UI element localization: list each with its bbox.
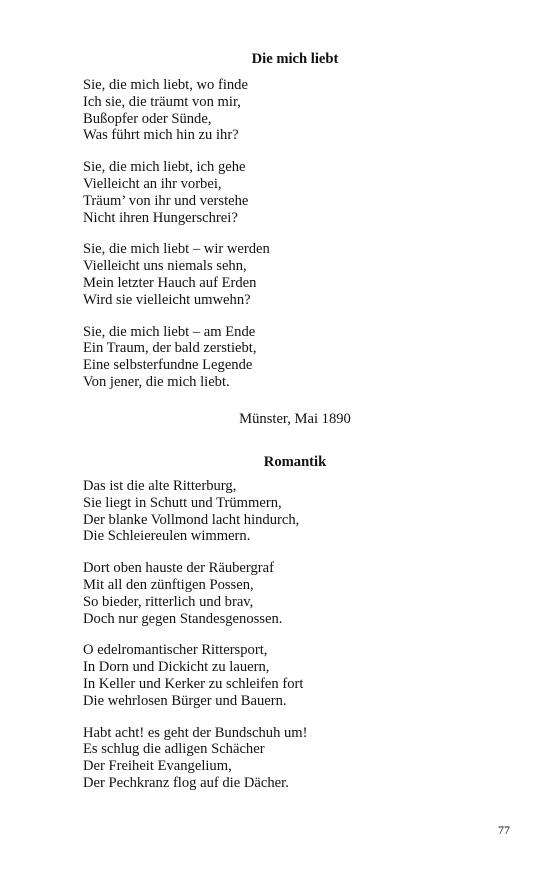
stanza [83,642,308,709]
verse-line: Bußopfer oder Sünde, [83,110,212,127]
stanza [83,560,308,627]
verse-line: Der blanke Vollmond lacht hindurch, [83,511,300,528]
verse-line: In Keller und Kerker zu schleifen fort [83,675,304,692]
verse-line: Vielleicht uns niemals sehn, [83,258,247,275]
verse-line: Vielleicht an ihr vorbei, [83,175,222,192]
page-number: 77 [498,823,510,837]
verse-line: Der Freiheit Evangelium, [83,758,232,775]
stanza [83,241,270,308]
verse-line: Sie, die mich liebt, ich gehe [83,159,246,176]
verse-line: Wird sie vielleicht umwehn? [83,291,251,308]
verse-line: In Dorn und Dickicht zu lauern, [83,659,270,676]
verse-line: O edelromantischer Rittersport, [83,642,268,659]
verse-line: Ein Traum, der bald zerstiebt, [83,340,257,357]
verse-line: Das ist die alte Ritterburg, [83,478,237,494]
verse-line: Der Pechkranz flog auf die Dächer. [83,774,289,791]
verse-line: Sie liegt in Schutt und Trümmern, [83,494,282,511]
poem-body [83,478,308,807]
verse-line: Die Schleiereulen wimmern. [83,528,251,545]
verse-line: Nicht ihren Hungerschrei? [83,209,238,226]
verse-line: Es schlug die adligen Schächer [83,741,265,758]
poem-title: Die mich liebt [251,51,339,67]
verse-line: Habt acht! es geht der Bundschuh um! [83,724,308,741]
verse-line: Von jener, die mich liebt. [83,373,230,390]
verse-line: Mit all den zünftigen Possen, [83,576,254,593]
poem-body [83,77,270,406]
stanza [83,324,270,391]
verse-line: Dort oben hauste der Räubergraf [83,560,275,577]
poem-dateline: Münster, Mai 1890 [239,411,351,427]
stanza [83,725,308,792]
verse-line: Ich sie, die träumt von mir, [83,93,241,110]
verse-line: Sie, die mich liebt, wo finde [83,77,248,93]
stanza [83,77,270,144]
verse-line: Sie, die mich liebt – wir werden [83,241,270,258]
stanza [83,159,270,226]
stanza [83,478,308,545]
verse-line: Träum’ von ihr und verstehe [83,192,249,209]
poem-title: Romantik [263,454,327,470]
verse-line: Doch nur gegen Standesgenossen. [83,610,283,627]
verse-line: Die wehrlosen Bürger und Bauern. [83,692,287,709]
verse-line: Mein letzter Hauch auf Erden [83,274,257,291]
verse-line: Was führt mich hin zu ihr? [83,127,239,144]
verse-line: Sie, die mich liebt – am Ende [83,323,256,340]
verse-line: Eine selbsterfundne Legende [83,357,253,374]
verse-line: So bieder, ritterlich und brav, [83,593,254,610]
